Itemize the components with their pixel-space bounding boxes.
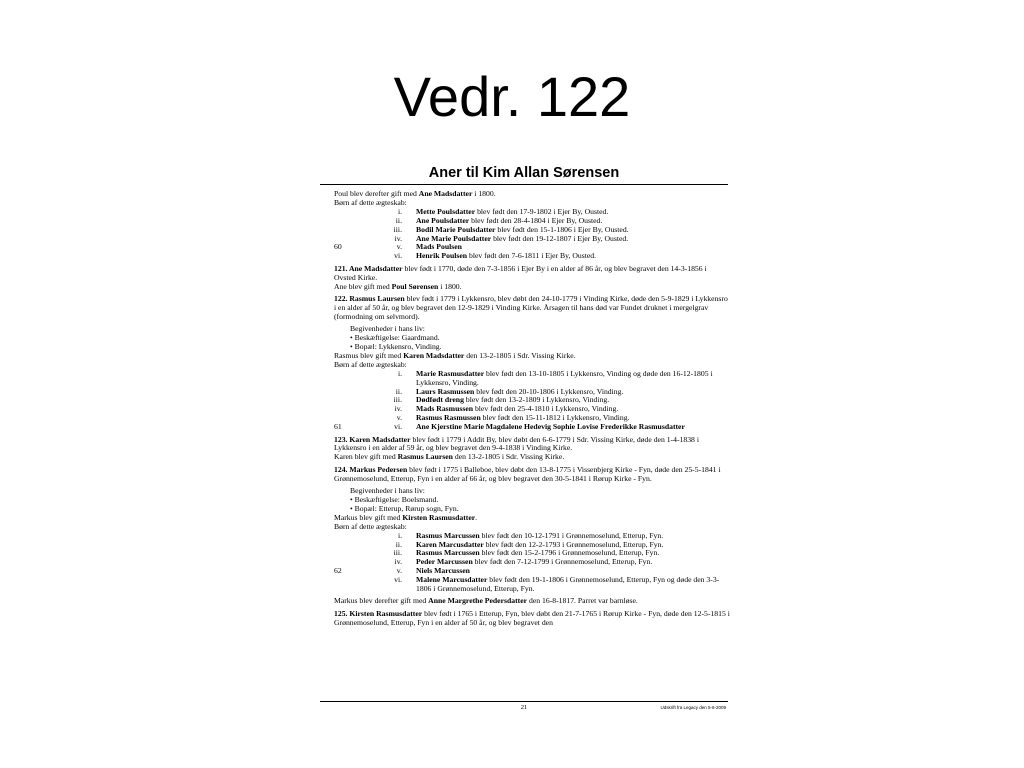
footer-note: Udskrift fra Legacy den 5-6-2009 [660,705,726,710]
child-entry: ii. Karen Marcusdatter blev født den 12-2-1793 i Grønnemoselund, Etterup, Fyn. [395,539,664,549]
event-occupation: • Beskæftigelse: Gaardmand. [350,333,440,343]
child-entry: i. Mette Poulsdatter blev født den 17-9-1802 i Ejer By, Ousted. [397,206,609,216]
person-entry-124: 124. Markus Pedersen blev født i 1775 i Balleboe, blev døbt den 13-8-1775 i Vissenbjerg Kirke - Fyn, døde den 25-5-1841 i Grønnemoselund, Etterup, Fyn i en alder af 66 år, og blev begravet den 30-5-1841 i Rørup Kirke - Fyn. [334,464,721,483]
document-body [334,190,730,628]
child-entry: iii. Rasmus Marcussen blev født den 15-2-1796 i Grønnemoselund, Etterup, Fyn. [393,548,660,558]
events-heading: Begivenheder i hans liv: [350,486,425,496]
child-entry: 60 v. Mads Poulsen [334,242,462,252]
marriage-line: Karen blev gift med Rasmus Laursen den 13-2-1805 i Sdr. Vissing Kirke. [334,452,565,462]
marriage-line: Markus blev gift med Kirsten Rasmusdatter. [334,512,478,522]
children-heading: Børn af dette ægteskab: [334,521,407,531]
child-entry: v. Rasmus Rasmussen blev født den 15-11-1812 i Lykkensro, Vinding. [396,413,630,423]
child-entry: vi. Henrik Poulsen blev født den 7-6-1811 i Ejer By, Ousted. [394,251,597,261]
event-occupation: • Beskæftigelse: Boelsmand. [350,495,439,504]
children-heading: Børn af dette ægteskab: [334,359,407,369]
child-entry: iii. Bodil Marie Poulsdatter blev født den 15-1-1806 i Ejer By, Ousted. [393,224,629,234]
child-entry: ii. Ane Poulsdatter blev født den 28-4-1804 i Ejer By, Ousted. [395,215,603,225]
document-page [316,158,732,714]
child-entry: 61 vi. Ane Kjerstine Marie Magdalene Hedevig Sophie Lovise Frederikke Rasmusdatter [334,422,685,432]
person-entry-121: 121. Ane Madsdatter blev født i 1770, døde den 7-3-1856 i Ejer By i en alder af 86 år, og blev begravet den 14-3-1856 i Ovsted Kirke. [334,263,707,282]
child-entry: i. Marie Rasmusdatter blev født den 13-10-1805 i Lykkensro, Vinding og døde den 16-12-1805 i Lykkensro, Vinding. [397,368,713,387]
child-entry: iii. Dødfødt dreng blev født den 13-2-1809 i Lykkensro, Vinding. [393,395,610,405]
slide-title: Vedr. 122 [393,65,631,128]
child-entry: i. Rasmus Marcussen blev født den 10-12-1791 i Grønnemoselund, Etterup, Fyn. [397,530,664,540]
bottom-divider [320,701,728,702]
event-residence: • Bopæl: Lykkensro, Vinding. [350,342,442,351]
marriage-line: Ane blev gift med Poul Sørensen i 1800. [334,281,462,291]
marriage-line: Poul blev derefter gift med Ane Madsdatter i 1800. [334,189,496,198]
page-number: 21 [520,704,528,711]
children-heading: Børn af dette ægteskab: [334,197,407,207]
event-residence: • Bopæl: Etterup, Rørup sogn, Fyn. [350,503,459,513]
child-entry: vi. Malene Marcusdatter blev født den 19-1-1806 i Grønnemoselund, Etterup, Fyn og døde den 3-3-1806 i Grønnemoselund, Etterup, Fyn. [394,575,720,594]
marriage-line: Rasmus blev gift med Karen Madsdatter den 13-2-1805 i Sdr. Vissing Kirke. [334,350,576,360]
person-entry-122: 122. Rasmus Laursen blev født i 1779 i Lykkensro, blev døbt den 24-10-1779 i Vinding Kirke, døde den 5-9-1829 i Lykkensro i en alder af 50 år, og blev begravet den 12-9-1829 i Vinding Kirke. Årsagen til hans død var Fundet druknet i mergelgrav (formodning om selvmord). [334,293,728,321]
child-entry: iv. Mads Rasmussen blev født den 25-4-1810 i Lykkensro, Vinding. [394,404,619,414]
person-entry-125: 125. Kirsten Rasmusdatter blev født i 1765 i Etterup, Fyn, blev døbt den 21-7-1765 i Rørup Kirke - Fyn, døde den 12-5-1815 i Grønnemoselund, Etterup, Fyn i en alder af 50 år, og blev begravet den [334,608,730,627]
person-entry-123: 123. Karen Madsdatter blev født i 1779 i Addit By, blev døbt den 6-6-1779 i Sdr. Vissing Kirke, døde den 1-4-1838 i Lykkensro i en alder af 59 år, og blev begravet den 9-4-1838 i Vinding Kirke. [334,434,699,453]
child-entry: iv. Ane Marie Poulsdatter blev født den 19-12-1807 i Ejer By, Ousted. [394,233,629,243]
child-entry: ii. Laurs Rasmussen blev født den 20-10-1806 i Lykkensro, Vinding. [395,386,624,396]
remarriage-line: Markus blev derefter gift med Anne Margrethe Pedersdatter den 16-8-1817. Parret var barnløse. [334,596,638,606]
events-heading: Begivenheder i hans liv: [350,324,425,334]
document-heading: Aner til Kim Allan Sørensen [428,165,620,181]
child-entry: iv. Peder Marcussen blev født den 7-12-1799 i Grønnemoselund, Etterup, Fyn. [394,557,653,567]
top-divider [320,184,728,185]
child-entry: 62 v. Niels Marcussen [334,566,470,576]
